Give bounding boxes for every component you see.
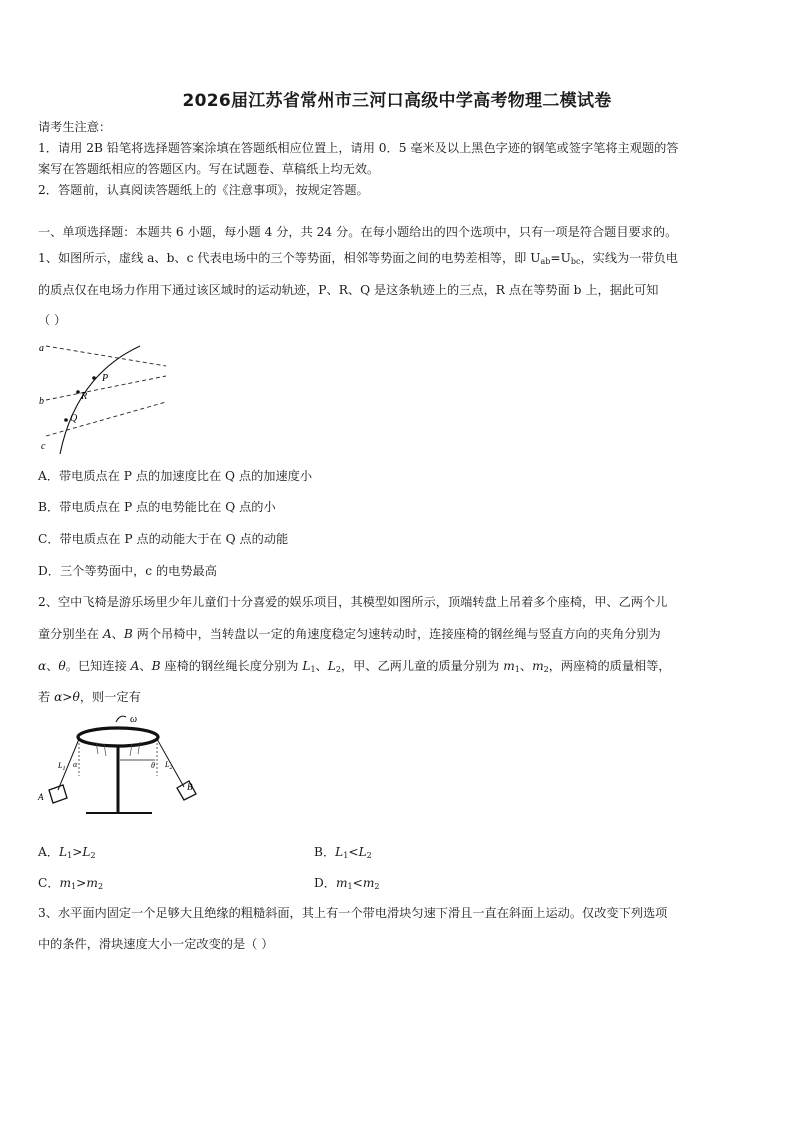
q2-text: 、	[46, 659, 59, 673]
subscript-2: 2	[543, 665, 549, 674]
q2-swing-ride-figure	[36, 712, 204, 822]
q2-text: 、	[519, 659, 533, 673]
option-prefix: D．	[314, 876, 336, 890]
var-m: m	[59, 876, 72, 890]
var-l: L	[302, 659, 311, 673]
cable-l2	[157, 739, 184, 787]
q1-option-c: C．带电质点在 P 点的动能大于在 Q 点的动能	[38, 532, 289, 546]
q2-text: ，两座椅的质量相等，	[548, 659, 671, 673]
var-m: m	[503, 659, 515, 673]
q2-lt: <	[348, 845, 359, 859]
q2-stem-line-4	[38, 689, 758, 705]
label-q: Q	[70, 413, 78, 424]
var-m: m	[335, 876, 348, 890]
q2-text: 、	[315, 659, 328, 673]
q2-text: 两个吊椅中，当转盘以一定的角速度稳定匀速转动时，连接座椅的钢丝绳与竖直方向的夹角分别为	[132, 627, 661, 641]
subscript-2: 2	[374, 882, 380, 891]
var-theta: θ	[58, 659, 66, 673]
q2-stem-line-1: 2、空中飞椅是游乐场里少年儿童们十分喜爱的娱乐项目，其模型如图所示，顶端转盘上吊着多个座椅，甲、乙两个儿	[38, 595, 668, 609]
var-b: B	[123, 627, 133, 641]
var-b: B	[151, 659, 161, 673]
var-alpha: α	[54, 690, 63, 704]
subscript-2: 2	[97, 882, 104, 891]
point-r	[76, 390, 80, 394]
var-m: m	[362, 876, 375, 890]
q1-stem-line-1	[38, 250, 758, 270]
point-p	[92, 376, 96, 380]
q1-option-d: D．三个等势面中，c 的电势最高	[38, 564, 217, 578]
subscript-1: 1	[514, 665, 520, 674]
var-l: L	[82, 845, 91, 859]
q2-gt: >	[72, 845, 83, 859]
subscript-1: 1	[347, 882, 353, 891]
label-b: B	[187, 782, 193, 792]
label-r: R	[81, 391, 88, 402]
label-omega: ω	[130, 714, 138, 725]
subscript-1: 1	[343, 851, 349, 860]
q2-gt: >	[76, 876, 87, 890]
option-prefix: C．	[38, 876, 60, 890]
q1-text: 1、如图所示，虚线 a、b、c 代表电场中的三个等势面，相邻等势面之间的电势差相等，即 U	[38, 251, 541, 265]
point-q	[64, 418, 68, 422]
equipotential-c	[46, 402, 166, 436]
equipotential-a	[46, 346, 166, 366]
var-l: L	[327, 659, 336, 673]
q1-equipotential-figure	[36, 336, 176, 456]
q2-stem-line-3	[38, 658, 758, 678]
q1-option-b: B．带电质点在 P 点的电势能比在 Q 点的小	[38, 500, 276, 514]
q1-equals: =U	[550, 251, 571, 265]
q2-lt: <	[352, 876, 363, 890]
notice-item-2: 2．答题前，认真阅读答题纸上的《注意事项》，按规定答题。	[38, 183, 369, 197]
page-title: 2026届江苏省常州市三河口高级中学高考物理二模试卷	[182, 91, 612, 111]
var-theta: θ	[72, 690, 80, 704]
notice-item-1-line-1: 1．请用 2B 铅笔将选择题答案涂填在答题纸相应位置上，请用 0．5 毫米及以上黑色字迹的钢笔或签字笔将主观题的答	[38, 141, 679, 155]
notice-heading: 请考生注意：	[38, 120, 112, 134]
var-alpha: α	[38, 659, 47, 673]
u-ab-subscript: ab	[540, 257, 551, 266]
var-m: m	[86, 876, 98, 890]
var-a: A	[130, 659, 140, 673]
q1-text-end: ，实线为一带负电	[580, 251, 678, 265]
label-b: b	[39, 396, 44, 407]
q2-text: 、	[139, 659, 152, 673]
var-l: L	[335, 845, 344, 859]
q1-answer-paren: （ ）	[38, 313, 67, 327]
q3-stem-line-1: 3、水平面内固定一个足够大且绝缘的粗糙斜面，其上有一个带电滑块匀速下滑且一直在斜面上运动。仅改变下列选项	[38, 906, 668, 920]
var-l: L	[358, 845, 367, 859]
section-1-header: 一、单项选择题：本题共 6 小题，每小题 4 分，共 24 分。在每小题给出的四个选项中，只有一项是符合题目要求的。	[38, 225, 678, 239]
turntable	[78, 728, 158, 746]
label-l1: $L_1$	[58, 761, 66, 772]
q2-text: 童分别坐在	[38, 627, 103, 641]
q3-stem-line-2: 中的条件，滑块速度大小一定改变的是（ ）	[38, 937, 274, 951]
u-bc-subscript: bc	[570, 257, 581, 266]
subscript-1: 1	[71, 882, 77, 891]
q2-text: ，则一定有	[79, 690, 141, 704]
trajectory-curve	[60, 346, 140, 454]
q2-option-a	[38, 843, 96, 860]
label-a: a	[39, 343, 44, 354]
subscript-1: 1	[310, 665, 316, 674]
subscript-1: 1	[67, 851, 73, 860]
option-prefix: A．	[38, 845, 59, 859]
seat-a	[49, 785, 67, 803]
label-alpha: α	[73, 760, 78, 769]
label-a: A	[38, 792, 44, 802]
subscript-2: 2	[335, 665, 341, 674]
var-l: L	[59, 845, 68, 859]
option-prefix: B．	[314, 845, 336, 859]
var-a: A	[102, 627, 112, 641]
q2-text: 。巳知连接	[65, 659, 131, 673]
q2-option-c	[38, 874, 103, 891]
q2-stem-line-2	[38, 626, 758, 642]
q1-stem-line-2: 的质点仅在电场力作用下通过该区域时的运动轨迹，P、R、Q 是这条轨迹上的三点，R 点在等势面 b 上，据此可知	[38, 283, 659, 297]
q1-option-a: A．带电质点在 P 点的加速度比在 Q 点的加速度小	[38, 469, 313, 483]
notice-item-1-line-2: 案写在答题纸相应的答题区内。写在试题卷、草稿纸上均无效。	[38, 162, 380, 176]
q2-text: ，甲、乙两儿童的质量分别为	[340, 659, 504, 673]
q2-option-b	[314, 843, 372, 860]
q2-gt: >	[62, 690, 73, 704]
q2-option-d	[314, 874, 380, 891]
label-l2: $L_2$	[165, 760, 173, 771]
q2-text: 、	[111, 627, 124, 641]
label-theta: θ	[151, 761, 155, 770]
subscript-2: 2	[366, 851, 372, 860]
q2-text: 座椅的钢丝绳长度分别为	[160, 659, 303, 673]
label-c: c	[41, 441, 46, 452]
label-p: P	[102, 373, 109, 384]
rotation-arrow-icon	[116, 716, 126, 722]
var-m: m	[532, 659, 544, 673]
q2-text: 若	[38, 690, 55, 704]
subscript-2: 2	[90, 851, 96, 860]
